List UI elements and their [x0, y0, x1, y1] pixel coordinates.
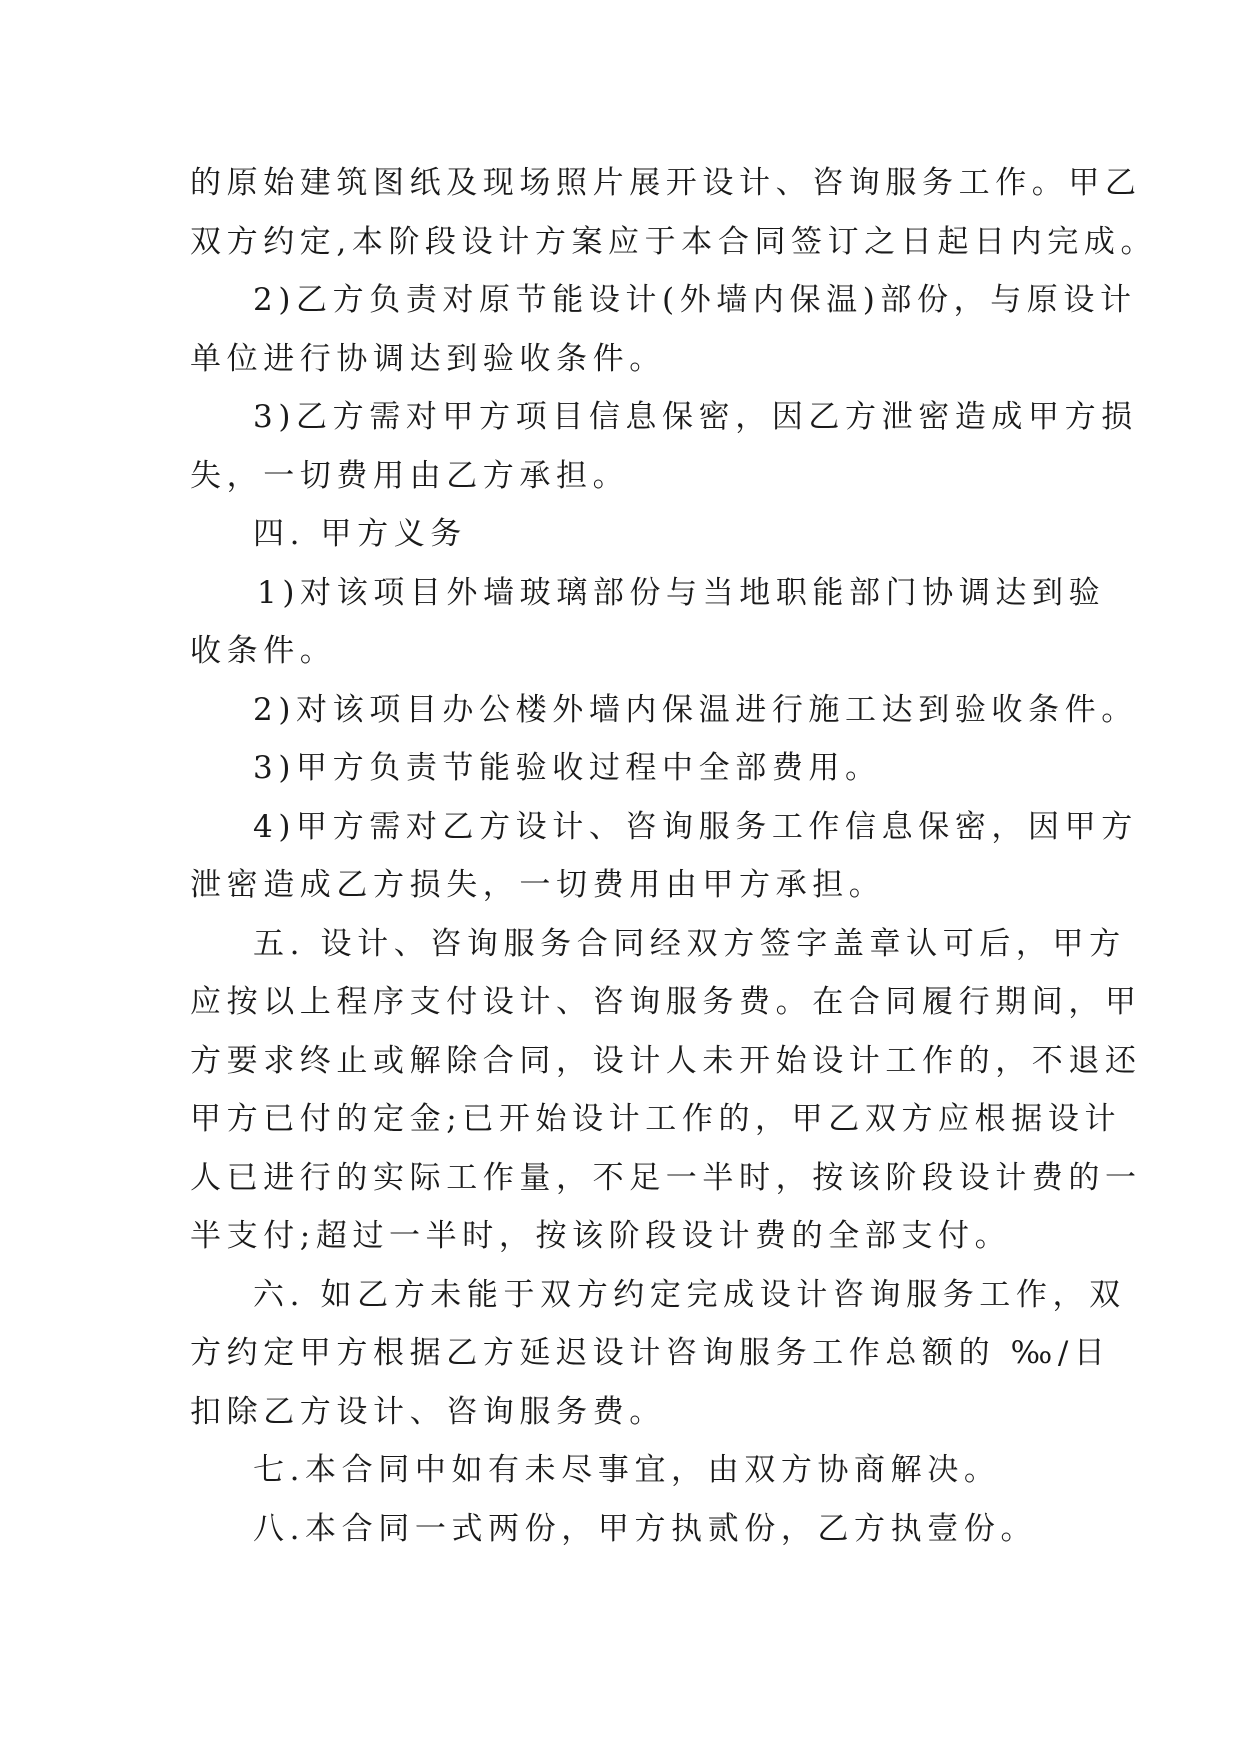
text-line: 方约定甲方根据乙方延迟设计咨询服务工作总额的 ‰/日	[190, 1335, 1111, 1371]
text-line: 单位进行协调达到验收条件。	[190, 341, 666, 377]
text-line: 应按以上程序支付设计、咨询服务费。在合同履行期间，甲	[190, 984, 1142, 1020]
text-line: 收条件。	[190, 633, 337, 669]
text-line: 双方约定,本阶段设计方案应于本合同签订之日起日内完成。	[190, 224, 1158, 260]
text-line: 八.本合同一式两份，甲方执贰份，乙方执壹份。	[253, 1511, 1038, 1547]
text-line: 3)甲方负责节能验收过程中全部费用。	[253, 750, 882, 786]
text-line: 2)对该项目办公楼外墙内保温进行施工达到验收条件。	[253, 692, 1138, 728]
text-line: 甲方已付的定金;已开始设计工作的，甲乙双方应根据设计	[190, 1101, 1122, 1137]
text-line: 人已进行的实际工作量，不足一半时，按该阶段设计费的一	[190, 1160, 1142, 1196]
text-line: 半支付;超过一半时，按该阶段设计费的全部支付。	[190, 1218, 1012, 1254]
text-line: 五. 设计、咨询服务合同经双方签字盖章认可后，甲方	[253, 926, 1126, 962]
text-line: 方要求终止或解除合同，设计人未开始设计工作的，不退还	[190, 1043, 1142, 1079]
text-line: 六. 如乙方未能于双方约定完成设计咨询服务工作，双	[253, 1277, 1126, 1313]
section-heading: 四. 甲方义务	[253, 516, 467, 552]
text-line: 泄密造成乙方损失，一切费用由甲方承担。	[190, 867, 886, 903]
text-line: 扣除乙方设计、咨询服务费。	[190, 1394, 666, 1430]
text-line: 的原始建筑图纸及现场照片展开设计、咨询服务工作。甲乙	[190, 165, 1142, 201]
text-line: 3)乙方需对甲方项目信息保密，因乙方泄密造成甲方损	[253, 399, 1138, 435]
text-line: 失，一切费用由乙方承担。	[190, 458, 630, 494]
text-line: 1)对该项目外墙玻璃部份与当地职能部门协调达到验	[257, 575, 1106, 611]
text-line: 七.本合同中如有未尽事宜，由双方协商解决。	[253, 1452, 1001, 1488]
text-line: 4)甲方需对乙方设计、咨询服务工作信息保密，因甲方	[253, 809, 1138, 845]
text-line: 2)乙方负责对原节能设计(外墙内保温)部份，与原设计	[253, 282, 1137, 318]
